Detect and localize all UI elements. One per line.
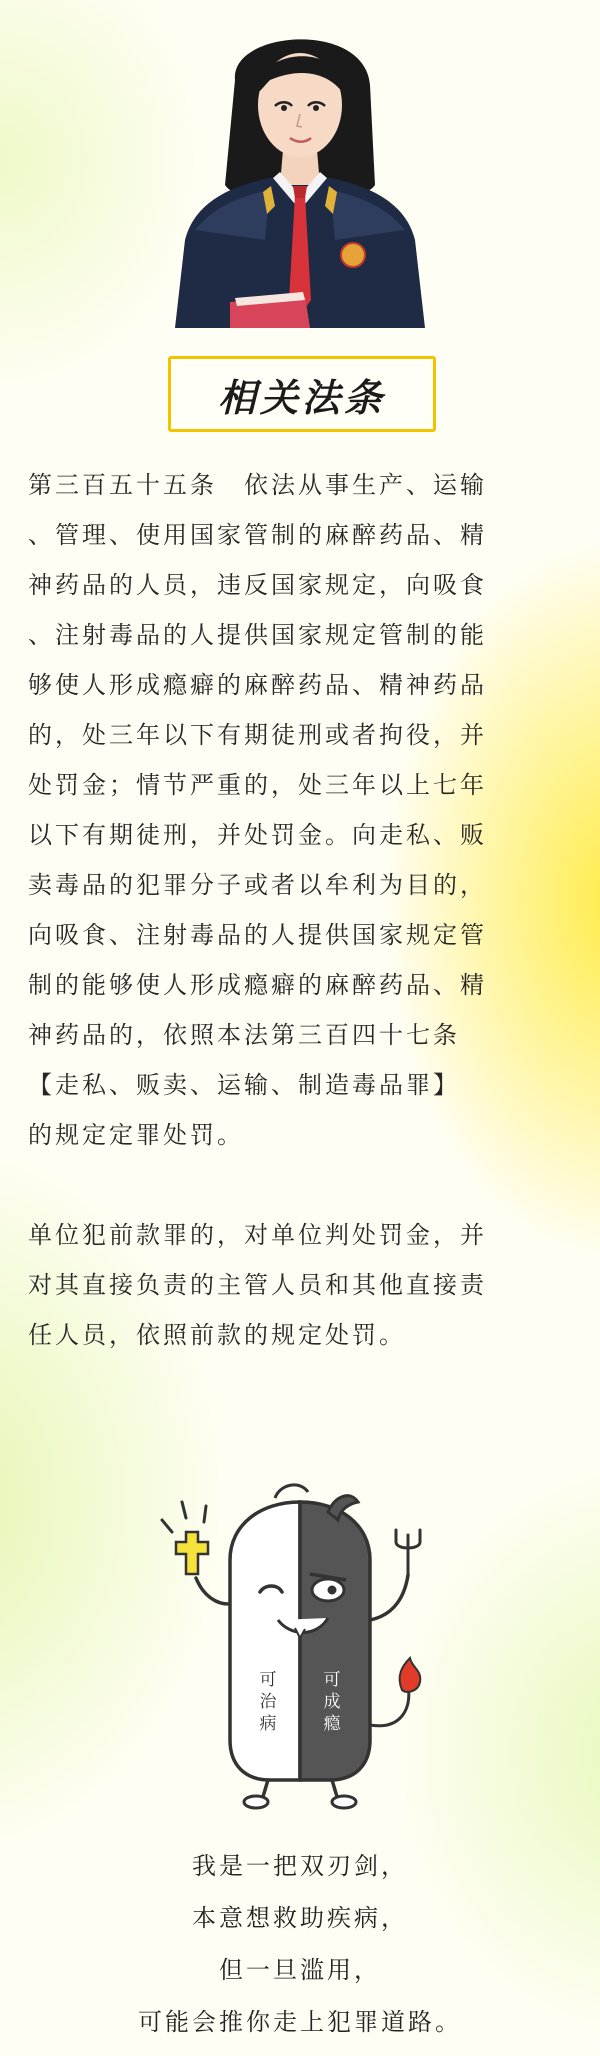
- text-line: 以下有期徒刑，并处罚金。向走私、贩: [28, 821, 487, 849]
- section-heading-box: [168, 356, 436, 432]
- verse-line: 可能会推你走上犯罪道路。: [138, 2008, 462, 2036]
- text-line: 处罚金；情节严重的，处三年以上七年: [28, 771, 487, 799]
- verse-line: 本意想救助疾病，: [192, 1904, 408, 1932]
- text-line: 【走私、贩卖、运输、制造毒品罪】: [28, 1071, 460, 1099]
- verse-line: 但一旦滥用，: [219, 1956, 381, 1984]
- text-line: 的规定定罪处罚。: [28, 1121, 244, 1149]
- text-line: 卖毒品的犯罪分子或者以牟利为目的，: [28, 871, 487, 899]
- closing-verse: [0, 1840, 600, 2048]
- text-line: 、注射毒品的人提供国家规定管制的能: [28, 621, 487, 649]
- pill-right-label-1: 可: [323, 1670, 341, 1690]
- text-line: 的，处三年以下有期徒刑或者拘役，并: [28, 721, 487, 749]
- text-line: 单位犯前款罪的，对单位判处罚金，并: [28, 1221, 487, 1249]
- text-line: 神药品的人员，违反国家规定，向吸食: [28, 571, 487, 599]
- text-line: 、管理、使用国家管制的麻醉药品、精: [28, 521, 487, 549]
- text-line: 神药品的，依照本法第三百四十七条: [28, 1021, 460, 1049]
- law-article-paragraph: [28, 460, 572, 1160]
- unit-liability-paragraph: [28, 1210, 572, 1360]
- pill-left-label-1: 可: [259, 1670, 277, 1690]
- text-line: 对其直接负责的主管人员和其他直接责: [28, 1271, 487, 1299]
- pill-right-label-2: 成: [323, 1692, 341, 1712]
- pill-left-label-3: 病: [259, 1714, 277, 1734]
- section-heading: 相关法条: [217, 375, 386, 420]
- text-line: 够使人形成瘾癖的麻醉药品、精神药品: [28, 671, 487, 699]
- judge-portrait-illustration: [175, 10, 425, 328]
- text-line: 向吸食、注射毒品的人提供国家规定管: [28, 921, 487, 949]
- pill-mascot-illustration: [150, 1480, 450, 1810]
- text-line: 任人员，依照前款的规定处罚。: [28, 1321, 406, 1349]
- pill-right-label-3: 瘾: [323, 1714, 341, 1734]
- verse-line: 我是一把双刃剑，: [192, 1852, 408, 1880]
- text-line: 第三百五十五条 依法从事生产、运输: [28, 471, 487, 499]
- pill-left-label-2: 治: [259, 1692, 277, 1712]
- text-line: 制的能够使人形成瘾癖的麻醉药品、精: [28, 971, 487, 999]
